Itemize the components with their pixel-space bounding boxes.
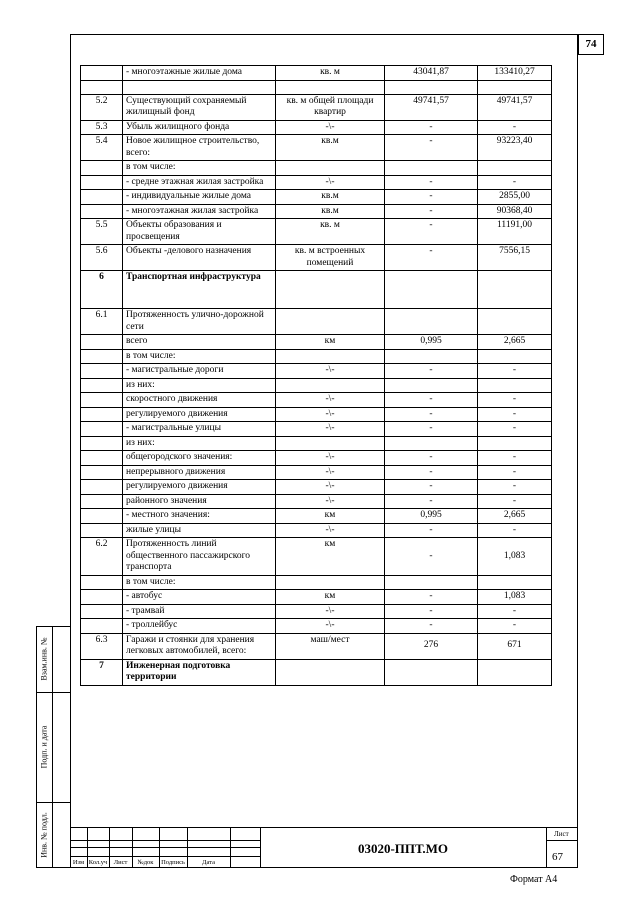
row-name: Объекты -делового назначения [123,245,276,271]
row-value-projected: 2855,00 [478,190,552,205]
table-row [81,309,552,335]
row-unit [276,575,385,590]
row-name: в том числе: [123,161,276,176]
row-value-existing: - [385,480,478,495]
row-value-projected: 133410,27 [478,66,552,81]
sheet-label: Лист [554,830,569,838]
row-value-projected: - [478,619,552,634]
table-row [81,604,552,619]
row-value-projected: 2,665 [478,509,552,524]
side-label-inv: Инв. № подл. [39,812,49,858]
row-name: всего [123,335,276,350]
row-value-existing: 0,995 [385,335,478,350]
table-row [81,66,552,81]
tb-col-izm: Изм [72,859,85,866]
row-value-projected: 49741,57 [478,94,552,120]
row-value-existing: 49741,57 [385,94,478,120]
row-unit: кв. м общей площади квартир [276,94,385,120]
row-number [81,393,123,408]
table-row [81,575,552,590]
row-unit: -\- [276,480,385,495]
row-value-existing [385,80,478,94]
row-unit: -\- [276,175,385,190]
row-unit [276,309,385,335]
row-value-existing: - [385,175,478,190]
indicators-table [80,65,552,686]
row-name: регулируемого движения [123,480,276,495]
row-unit [276,349,385,364]
table-row [81,451,552,466]
row-value-existing: - [385,604,478,619]
row-unit: км [276,538,385,576]
row-value-projected [478,80,552,94]
row-unit: км [276,509,385,524]
row-name: Инженерная подготовка территории [123,659,276,685]
row-value-projected: 7556,15 [478,245,552,271]
row-unit: -\- [276,407,385,422]
table-row [81,659,552,685]
title-block [70,827,578,868]
row-value-existing [385,349,478,364]
row-value-existing [385,575,478,590]
row-name: - многоэтажные жилые дома [123,66,276,81]
row-value-existing: - [385,590,478,605]
row-value-existing: - [385,494,478,509]
row-unit [276,161,385,176]
row-number: 5.5 [81,219,123,245]
row-number [81,175,123,190]
row-number: 7 [81,659,123,685]
row-name: Протяженность линий общественного пассажирского транспорта [123,538,276,576]
table-row [81,436,552,451]
table-row [81,633,552,659]
row-number [81,161,123,176]
table-row [81,378,552,393]
side-podp [36,692,70,802]
row-number: 6.3 [81,633,123,659]
row-unit: кв. м встроенных помещений [276,245,385,271]
row-value-existing: - [385,451,478,466]
table-row [81,480,552,495]
row-number: 6.2 [81,538,123,576]
row-value-projected: 11191,00 [478,219,552,245]
row-name: - трамвай [123,604,276,619]
row-value-projected: - [478,604,552,619]
row-value-existing: - [385,619,478,634]
row-unit: маш/мест [276,633,385,659]
row-value-projected: 671 [478,633,552,659]
row-unit: -\- [276,465,385,480]
table-row [81,175,552,190]
row-value-projected [478,309,552,335]
row-name: - местного значения: [123,509,276,524]
row-name: Существующий сохраняемый жилищный фонд [123,94,276,120]
table-row [81,422,552,437]
row-unit: -\- [276,523,385,538]
row-name [123,80,276,94]
row-name: общегородского значения: [123,451,276,466]
row-name: - троллейбус [123,619,276,634]
table-row [81,80,552,94]
row-name: из них: [123,436,276,451]
row-name: скоростного движения [123,393,276,408]
table-row [81,271,552,309]
table-row [81,94,552,120]
table-row [81,619,552,634]
tb-col-data: Дата [202,859,215,866]
row-unit: км [276,335,385,350]
table-row [81,393,552,408]
table-row [81,509,552,524]
row-number: 6 [81,271,123,309]
row-value-projected: - [478,451,552,466]
table-row [81,523,552,538]
side-vzam [36,626,70,692]
table-row [81,465,552,480]
row-number [81,190,123,205]
row-number [81,80,123,94]
row-number: 5.4 [81,135,123,161]
row-unit [276,271,385,309]
row-number [81,364,123,379]
row-number [81,575,123,590]
row-value-existing [385,271,478,309]
tb-col-list: Лист [113,859,128,866]
table-row [81,219,552,245]
row-name: в том числе: [123,575,276,590]
row-name: Объекты образования и просвещения [123,219,276,245]
page-number: 74 [578,34,604,55]
row-value-existing: - [385,393,478,408]
row-number [81,494,123,509]
row-value-projected: - [478,494,552,509]
side-inv [36,802,70,868]
row-name: районного значения [123,494,276,509]
row-value-projected: - [478,175,552,190]
row-unit: кв.м [276,204,385,219]
table-row [81,135,552,161]
row-value-existing [385,161,478,176]
row-number: 5.6 [81,245,123,271]
row-value-existing [385,436,478,451]
table-row [81,161,552,176]
table-row [81,364,552,379]
row-value-projected [478,575,552,590]
row-value-projected: - [478,422,552,437]
table-row [81,349,552,364]
row-name: - магистральные улицы [123,422,276,437]
row-number [81,335,123,350]
row-unit: кв. м [276,219,385,245]
row-number [81,204,123,219]
row-name: Протяженность улично-дорожной сети [123,309,276,335]
side-label-podp: Подп. и дата [39,725,49,769]
row-number: 5.2 [81,94,123,120]
row-value-projected: 1,083 [478,590,552,605]
row-number [81,590,123,605]
row-value-projected [478,378,552,393]
row-value-existing [385,309,478,335]
row-unit: кв.м [276,135,385,161]
row-value-existing: - [385,135,478,161]
row-value-existing: - [385,120,478,135]
row-name: - средне этажная жилая застройка [123,175,276,190]
row-number [81,523,123,538]
row-number [81,619,123,634]
row-unit: -\- [276,393,385,408]
row-name: - автобус [123,590,276,605]
row-value-projected: - [478,407,552,422]
row-name: Новое жилищное строительство, всего: [123,135,276,161]
table-row [81,494,552,509]
row-name: Гаражи и стоянки для хранения легковых автомобилей, всего: [123,633,276,659]
row-unit: км [276,590,385,605]
row-value-projected [478,349,552,364]
row-unit: -\- [276,120,385,135]
row-number [81,66,123,81]
row-value-existing: 276 [385,633,478,659]
row-value-projected [478,436,552,451]
row-value-projected [478,271,552,309]
row-name: - многоэтажная жилая застройка [123,204,276,219]
tb-col-podpis: Подпись [161,859,185,866]
row-number [81,349,123,364]
row-unit [276,659,385,685]
table-row [81,204,552,219]
row-number: 5.3 [81,120,123,135]
row-value-projected: - [478,393,552,408]
row-value-existing: - [385,407,478,422]
row-value-existing: - [385,364,478,379]
row-name: непрерывного движения [123,465,276,480]
row-value-existing: - [385,190,478,205]
row-value-projected: 93223,40 [478,135,552,161]
row-value-existing: - [385,204,478,219]
row-value-existing [385,378,478,393]
row-value-existing: - [385,538,478,576]
table-row [81,245,552,271]
table-row [81,120,552,135]
row-value-projected: 2,665 [478,335,552,350]
row-number [81,604,123,619]
row-name: жилые улицы [123,523,276,538]
row-value-projected: - [478,523,552,538]
row-number [81,407,123,422]
table-row [81,407,552,422]
row-unit: кв. м [276,66,385,81]
row-value-projected: - [478,480,552,495]
table-row [81,190,552,205]
row-number [81,436,123,451]
row-number [81,451,123,466]
row-value-projected: 1,083 [478,538,552,576]
row-value-projected: - [478,465,552,480]
row-unit: -\- [276,422,385,437]
row-value-projected [478,659,552,685]
row-value-existing: - [385,219,478,245]
row-value-existing: - [385,422,478,437]
row-unit [276,378,385,393]
row-name: Убыль жилищного фонда [123,120,276,135]
table-row [81,590,552,605]
row-value-projected: 90368,40 [478,204,552,219]
tb-col-ndok: №док [137,859,154,866]
row-unit: -\- [276,619,385,634]
row-unit: -\- [276,451,385,466]
row-name: Транспортная инфраструктура [123,271,276,309]
table-row [81,335,552,350]
row-name: из них: [123,378,276,393]
row-value-existing: - [385,465,478,480]
row-value-projected [478,161,552,176]
row-unit [276,80,385,94]
side-label-vzam: Взам.инв. № [39,637,49,681]
row-value-existing: - [385,245,478,271]
paper-format: Формат А4 [510,874,558,885]
row-value-existing [385,659,478,685]
row-value-existing: 0,995 [385,509,478,524]
row-number [81,480,123,495]
row-name: - индивидуальные жилые дома [123,190,276,205]
table-row [81,538,552,576]
row-value-projected: - [478,364,552,379]
row-unit: -\- [276,494,385,509]
row-unit: кв.м [276,190,385,205]
row-number [81,422,123,437]
row-number [81,465,123,480]
row-number [81,509,123,524]
row-unit: -\- [276,604,385,619]
document-code: 03020-ППТ.МО [357,841,449,856]
row-value-existing: - [385,523,478,538]
row-number [81,378,123,393]
sheet-number: 67 [552,851,563,863]
row-value-existing: 43041,87 [385,66,478,81]
row-number: 6.1 [81,309,123,335]
row-value-projected: - [478,120,552,135]
row-unit: -\- [276,364,385,379]
row-unit [276,436,385,451]
row-name: в том числе: [123,349,276,364]
row-name: - магистральные дороги [123,364,276,379]
row-name: регулируемого движения [123,407,276,422]
tb-col-koluch: Кол.уч [88,859,108,866]
